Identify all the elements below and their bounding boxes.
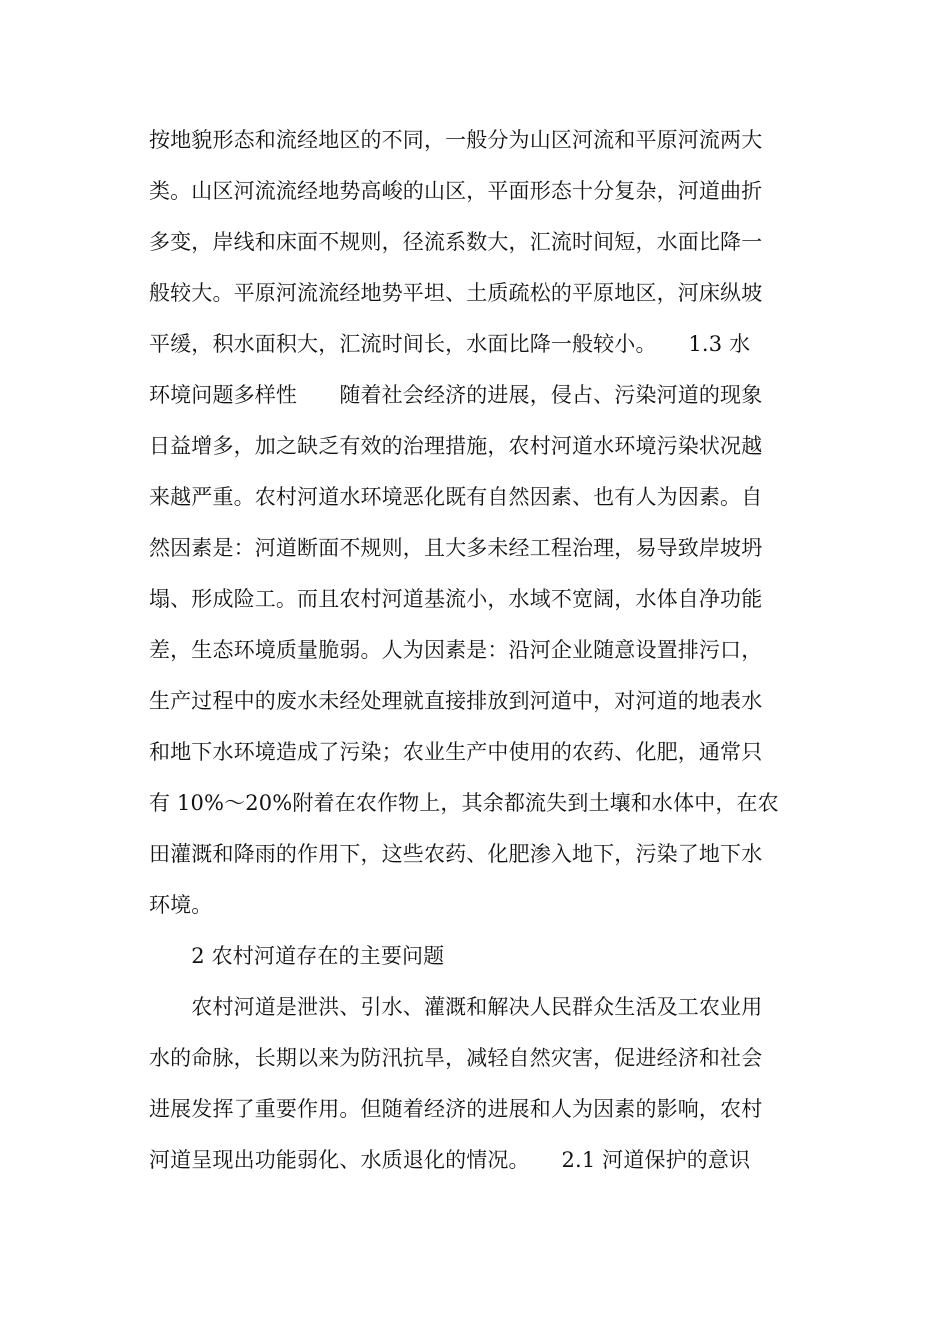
text-line: 环境。: [149, 893, 213, 917]
text-line: 差，生态环境质量脆弱。人为因素是：沿河企业随意设置排污口，: [149, 638, 763, 662]
text-line: 来越严重。农村河道水环境恶化既有自然因素、也有人为因素。自: [149, 485, 763, 509]
text-line: 田灌溉和降雨的作用下，这些农药、化肥渗入地下，污染了地下水: [149, 842, 763, 866]
text-line: 平缓，积水面积大，汇流时间长，水面比降一般较小。 1.3 水: [149, 332, 751, 356]
text-line: 塌、形成险工。而且农村河道基流小，水域不宽阔，水体自净功能: [149, 587, 763, 611]
text-line: 按地貌形态和流经地区的不同，一般分为山区河流和平原河流两大: [149, 128, 763, 152]
section-heading: 2 农村河道存在的主要问题: [149, 944, 445, 968]
text-line: 生产过程中的废水未经处理就直接排放到河道中，对河道的地表水: [149, 689, 763, 713]
text-line: 日益增多，加之缺乏有效的治理措施，农村河道水环境污染状况越: [149, 434, 763, 458]
text-line: 类。山区河流流经地势高峻的山区，平面形态十分复杂，河道曲折: [149, 179, 763, 203]
text-line: 水的命脉，长期以来为防汛抗旱，减轻自然灾害，促进经济和社会: [149, 1046, 763, 1070]
text-line: 般较大。平原河流流经地势平坦、土质疏松的平原地区，河床纵坡: [149, 281, 763, 305]
text-line: 环境问题多样性 随着社会经济的进展，侵占、污染河道的现象: [149, 383, 763, 407]
text-line: 然因素是：河道断面不规则，且大多未经工程治理，易导致岸坡坍: [149, 536, 763, 560]
text-line: 农村河道是泄洪、引水、灌溉和解决人民群众生活及工农业用: [149, 995, 763, 1019]
text-line: 进展发挥了重要作用。但随着经济的进展和人为因素的影响，农村: [149, 1097, 763, 1121]
text-line: 多变，岸线和床面不规则，径流系数大，汇流时间短，水面比降一: [149, 230, 763, 254]
text-line: 有 10%～20%附着在农作物上，其余都流失到土壤和水体中，在农: [149, 791, 779, 815]
text-line: 河道呈现出功能弱化、水质退化的情况。 2.1 河道保护的意识: [149, 1148, 751, 1172]
text-line: 和地下水环境造成了污染；农业生产中使用的农药、化肥，通常只: [149, 740, 763, 764]
